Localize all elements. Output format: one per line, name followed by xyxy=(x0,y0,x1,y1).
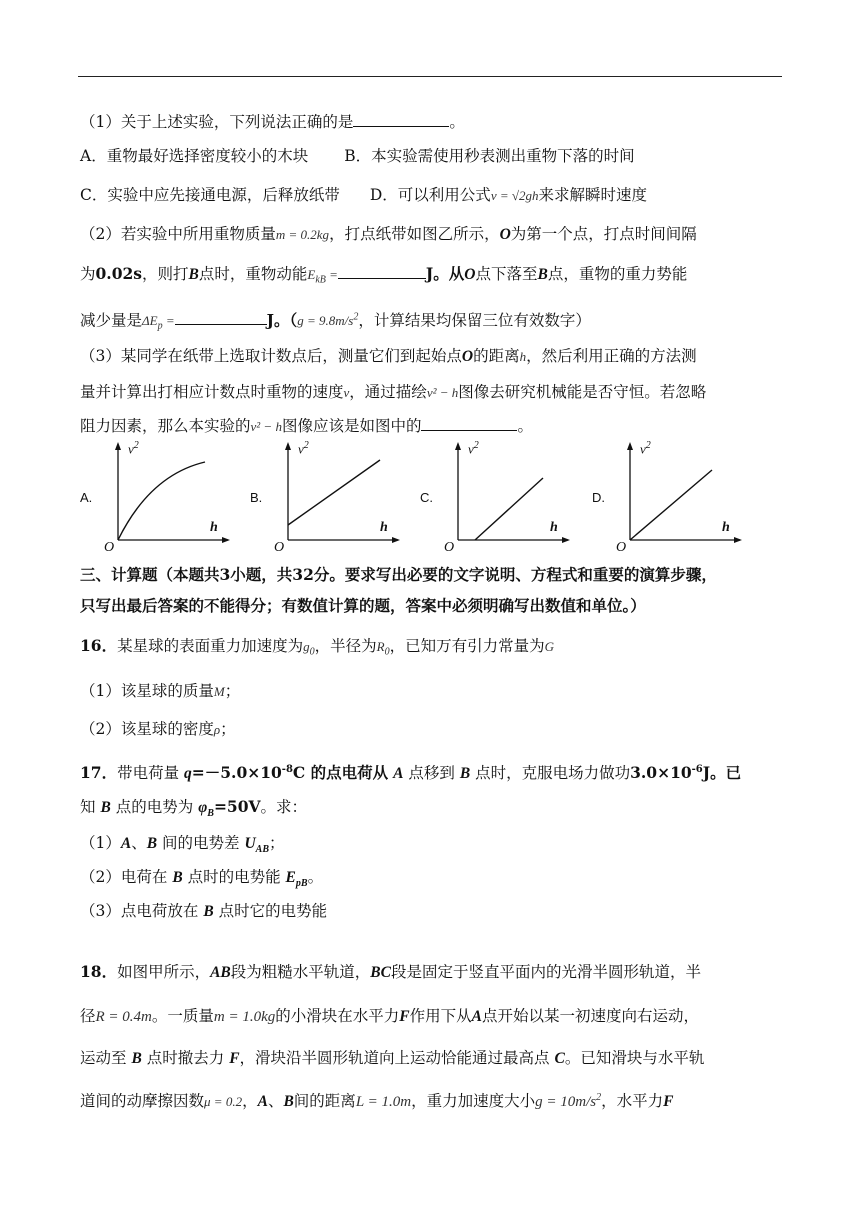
line-d xyxy=(630,470,712,540)
q15-part2-line2: 为0.02s，则打B点时，重物动能$E_{kB} = J$。从O点下落至B点，重物的重力势能 xyxy=(80,264,688,286)
line-c xyxy=(475,478,543,540)
q16-part1: （1）该星球的质量M； xyxy=(80,682,241,700)
graph-option-b: B. $v^2$ h O xyxy=(250,440,400,555)
q17-stem-line1: 17．带电荷量 $q=-5.0\times 10^{-8}C$ 的点电荷从 A 点移到 B 点时，克服电场力做功$3.0\times 10^{-6}J$。已 xyxy=(80,763,742,783)
line-b xyxy=(288,460,380,525)
curve-a xyxy=(118,462,205,540)
graph-option-d: D. $v^2$ h O xyxy=(592,440,742,555)
q15-part2-line3: 减少量是$\Delta E_p = J$。（$g = 9.8m/s^2$，计算结果均保留三位有效数字） xyxy=(80,310,591,332)
q18-line2: 径R = 0.4m。一质量m = 1.0kg的小滑块在水平力F作用下从A点开始以某一初速度向右运动， xyxy=(80,1007,700,1025)
option-d: D．可以利用公式v = √2gh来求解瞬时速度 xyxy=(369,186,648,204)
section3-heading-line1: 三、计算题（本题共3小题，共32分。要求写出必要的文字说明、方程式和重要的演算步骤， xyxy=(80,565,717,584)
formula-v-sqrt-2gh: v = √2gh xyxy=(490,188,539,203)
graph-c-svg xyxy=(420,440,570,555)
graph-option-a: A. $v^2$ h O xyxy=(80,440,230,555)
answer-blank[interactable] xyxy=(353,112,449,127)
graph-d-svg xyxy=(592,440,742,555)
q17-part3: （3）点电荷放在 B 点时它的电势能 xyxy=(80,902,328,920)
answer-blank-graph[interactable] xyxy=(421,416,517,431)
graph-b-svg xyxy=(250,440,400,555)
q16-stem: 16．某星球的表面重力加速度为$g_0$，半径为$R_0$，已知万有引力常量为G xyxy=(80,636,554,658)
graph-a-svg xyxy=(80,440,230,555)
q15-options-cd xyxy=(80,185,647,206)
option-c: C．实验中应先接通电源，后释放纸带 xyxy=(80,186,340,204)
q17-part1: （1）A、B 间的电势差 $U_{AB}$； xyxy=(80,834,285,856)
q16-part2: （2）该星球的密度ρ； xyxy=(80,720,236,738)
q18-line4: 道间的动摩擦因数μ = 0.2，A、B间的距离L = 1.0m，重力加速度大小$g = 10m/s^2$，水平力F xyxy=(80,1092,674,1110)
answer-blank-ep[interactable] xyxy=(175,310,267,325)
option-a: A．重物最好选择密度较小的木块 xyxy=(80,147,309,165)
graph-option-c: C. $v^2$ h O xyxy=(420,440,570,555)
q15-part3-line1: （3）某同学在纸带上选取计数点后，测量它们到起始点O的距离h，然后利用正确的方法测 xyxy=(80,347,697,365)
option-b: B．本实验需使用秒表测出重物下落的时间 xyxy=(344,147,635,165)
answer-blank-ek[interactable] xyxy=(338,264,426,279)
q15-part3-line3: 阻力因素，那么本实验的v² − h图像应该是如图中的 。 xyxy=(80,417,533,435)
q18-line3: 运动至 B 点时撤去力 F，滑块沿半圆形轨道向上运动恰能通过最高点 C。已知滑块与水平轨 xyxy=(80,1049,705,1067)
q15-part3-line2: 量并计算出打相应计数点时重物的速度v，通过描绘v² − h图像去研究机械能是否守恒。若忽略 xyxy=(80,383,707,401)
q17-part2: （2）电荷在 B 点时的电势能 $E_{pB}$。 xyxy=(80,868,324,890)
q15-part2-line1: （2）若实验中所用重物质量m = 0.2kg，打点纸带如图乙所示，O为第一个点，打点时间间隔 xyxy=(80,225,697,243)
q18-line1: 18．如图甲所示，AB段为粗糙水平轨道，BC段是固定于竖直平面内的光滑半圆形轨道，半 xyxy=(80,962,701,981)
q17-stem-line2: 知 B 点的电势为 $\varphi_B=50V$。求： xyxy=(80,797,308,820)
section3-heading-line2: 只写出最后答案的不能得分；有数值计算的题，答案中必须明确写出数值和单位。） xyxy=(80,596,646,615)
header-rule xyxy=(78,76,782,77)
q15-options-ab xyxy=(80,146,635,166)
q15-part1-stem: （1）关于上述实验，下列说法正确的是 。 xyxy=(80,113,465,131)
